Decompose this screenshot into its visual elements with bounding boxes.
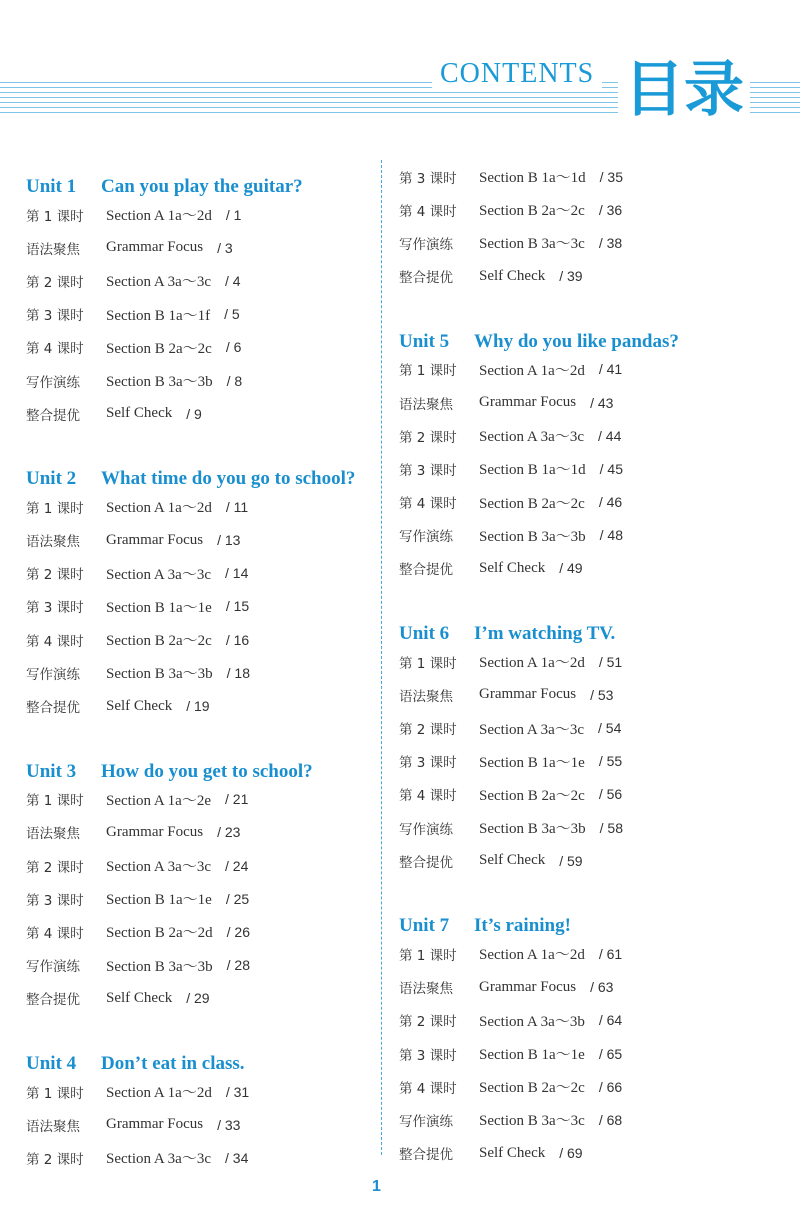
unit-title: What time do you go to school? (101, 468, 356, 490)
toc-entry[interactable] (399, 1070, 769, 1103)
unit-title: I’m watching TV. (474, 623, 616, 645)
contents-title-cn: 目录 (618, 55, 750, 125)
page-ref: / 16 (225, 631, 250, 648)
section-name: Self Check (106, 405, 173, 422)
section-name: Grammar Focus (106, 1116, 204, 1133)
lesson-label: 整合提优 (399, 854, 453, 871)
lesson-label: 第 2 课时 (26, 1151, 84, 1168)
lesson-label: 第 1 课时 (26, 208, 84, 225)
section-name: Section B 1a～1e (479, 1047, 585, 1064)
toc-entry[interactable] (399, 552, 769, 585)
toc-entry[interactable] (26, 689, 366, 722)
page-ref: / 4 (225, 272, 241, 289)
section-name: Section B 3a～3b (106, 374, 213, 391)
toc-entry[interactable] (399, 711, 769, 744)
toc-entry[interactable] (26, 264, 366, 297)
page-ref: / 26 (226, 923, 251, 940)
section-name: Section B 3a～3b (106, 958, 213, 975)
lesson-label: 写作演练 (399, 236, 453, 253)
page-ref: / 35 (599, 168, 624, 185)
section-name: Section B 1a～1d (479, 462, 586, 479)
section-name: Section A 3a～3c (106, 859, 211, 876)
toc-entry[interactable] (399, 844, 769, 877)
page-ref: / 24 (225, 857, 249, 874)
toc-entry[interactable] (399, 937, 769, 970)
lesson-label: 语法聚焦 (399, 981, 453, 998)
toc-entry[interactable] (26, 949, 366, 982)
lesson-label: 第 4 课时 (399, 1080, 457, 1097)
unit-title: Why do you like pandas? (474, 330, 679, 352)
section-name: Section B 1a～1e (479, 754, 585, 771)
unit-heading[interactable] (399, 315, 769, 353)
page-ref: / 25 (225, 890, 250, 907)
section-name: Section A 1a～2d (106, 1085, 212, 1102)
page-ref: / 6 (225, 339, 242, 356)
toc-entry[interactable] (26, 915, 366, 948)
section-name: Section B 2a～2c (479, 1080, 585, 1097)
lesson-label: 第 2 课时 (399, 1014, 457, 1031)
page-ref: / 58 (599, 819, 624, 836)
section-name: Section A 1a～2d (479, 947, 585, 964)
page-ref: / 19 (186, 698, 210, 715)
toc-entry[interactable] (26, 490, 366, 523)
toc-entry[interactable] (26, 783, 366, 816)
toc-entry[interactable] (26, 982, 366, 1015)
section-name: Section B 1a～1e (106, 892, 212, 909)
lesson-label: 语法聚焦 (26, 241, 80, 258)
lesson-label: 语法聚焦 (399, 688, 453, 705)
continued-unit-4 (399, 160, 769, 293)
page-ref: / 65 (598, 1045, 623, 1062)
toc-entry[interactable] (399, 811, 769, 844)
page-ref: / 66 (598, 1078, 623, 1095)
toc-entry[interactable] (26, 557, 366, 590)
page-ref: / 33 (217, 1116, 241, 1133)
lesson-label: 第 1 课时 (26, 793, 84, 810)
section-name: Grammar Focus (479, 686, 577, 703)
toc-entry[interactable] (399, 486, 769, 519)
page-ref: / 38 (598, 234, 623, 251)
toc-entry[interactable] (399, 353, 769, 386)
lesson-label: 写作演练 (26, 374, 80, 391)
section-name: Section B 1a～1d (479, 170, 586, 187)
page-ref: / 51 (598, 653, 623, 670)
page-ref: / 48 (599, 527, 624, 544)
section-name: Self Check (479, 852, 546, 869)
lesson-label: 写作演练 (26, 666, 80, 683)
toc-entry[interactable] (26, 882, 366, 915)
page-ref: / 59 (559, 852, 583, 869)
section-name: Grammar Focus (479, 394, 577, 411)
section-name: Section A 1a～2d (479, 362, 585, 379)
toc-entry[interactable] (26, 1108, 366, 1141)
toc-entry[interactable] (399, 260, 769, 293)
page-ref: / 29 (186, 990, 210, 1007)
toc-entry[interactable] (399, 386, 769, 419)
page-ref: / 5 (224, 306, 240, 323)
page-ref: / 36 (598, 201, 623, 218)
lesson-label: 语法聚焦 (26, 826, 80, 843)
left-column (26, 160, 366, 1175)
toc-entry[interactable] (399, 745, 769, 778)
page-ref: / 54 (598, 720, 622, 737)
toc-entry[interactable] (399, 1004, 769, 1037)
section-name: Section B 2a～2c (479, 495, 585, 512)
unit-heading[interactable] (26, 1037, 366, 1075)
unit-title: How do you get to school? (101, 760, 313, 782)
page-ref: / 34 (225, 1149, 249, 1166)
section-name: Section A 3a～3c (479, 721, 584, 738)
lesson-label: 第 4 课时 (399, 496, 457, 513)
toc-entry[interactable] (26, 623, 366, 656)
section-name: Self Check (479, 267, 546, 284)
section-name: Section A 3a～3c (106, 566, 211, 583)
unit-heading[interactable] (26, 160, 366, 198)
unit-number: Unit 5 (399, 330, 450, 352)
toc-entry[interactable] (26, 298, 366, 331)
page-ref: / 69 (559, 1145, 583, 1162)
lesson-label: 第 2 课时 (399, 722, 457, 739)
lesson-label: 第 3 课时 (399, 170, 457, 187)
toc-entry[interactable] (26, 231, 366, 264)
toc-entry[interactable] (26, 816, 366, 849)
toc-entry[interactable] (399, 419, 769, 452)
section-name: Section B 2a～2c (479, 203, 585, 220)
toc-entry[interactable] (26, 849, 366, 882)
unit-title: It’s raining! (474, 915, 571, 937)
page-ref: / 11 (225, 498, 249, 515)
page-ref: / 9 (186, 405, 202, 422)
section-name: Section A 1a～2d (106, 208, 212, 225)
lesson-label: 第 2 课时 (26, 274, 84, 291)
unit-number: Unit 3 (26, 760, 77, 782)
toc-entry[interactable] (399, 160, 769, 193)
page-ref: / 44 (598, 427, 622, 444)
section-name: Section A 3a～3c (106, 1151, 211, 1168)
toc-entry[interactable] (26, 198, 366, 231)
toc-entry[interactable] (26, 656, 366, 689)
lesson-label: 第 4 课时 (26, 341, 84, 358)
toc-entry[interactable] (399, 193, 769, 226)
page-ref: / 43 (590, 394, 614, 411)
lesson-label: 第 3 课时 (26, 600, 84, 617)
toc-entry[interactable] (26, 1075, 366, 1108)
section-name: Section B 1a～1e (106, 599, 212, 616)
page-ref: / 14 (225, 565, 249, 582)
column-divider (381, 160, 382, 1155)
section-name: Section B 3a～3b (479, 821, 586, 838)
page-ref: / 13 (217, 532, 241, 549)
section-name: Grammar Focus (106, 531, 204, 548)
page-ref: / 21 (225, 791, 249, 808)
section-name: Section A 1a～2e (106, 792, 211, 809)
unit-heading[interactable] (26, 452, 366, 490)
lesson-label: 第 1 课时 (399, 363, 457, 380)
lesson-label: 写作演练 (26, 959, 80, 976)
lesson-label: 第 4 课时 (399, 788, 457, 805)
unit-title: Can you play the guitar? (101, 176, 303, 197)
toc-entry[interactable] (399, 452, 769, 485)
section-name: Self Check (106, 989, 173, 1006)
lesson-label: 第 3 课时 (26, 308, 84, 325)
toc-entry[interactable] (399, 1103, 769, 1136)
lesson-label: 第 4 课时 (399, 203, 457, 220)
page-ref: / 15 (225, 598, 250, 615)
section-name: Section A 3a～3c (479, 429, 584, 446)
section-name: Grammar Focus (106, 823, 204, 840)
toc-entry[interactable] (399, 678, 769, 711)
toc-entry[interactable] (26, 524, 366, 557)
toc-entry[interactable] (399, 1037, 769, 1070)
unit-number: Unit 4 (26, 1052, 77, 1074)
lesson-label: 第 3 课时 (399, 1047, 457, 1064)
page-ref: / 63 (590, 979, 614, 996)
section-name: Section B 2a～2c (106, 633, 212, 650)
unit-heading[interactable] (399, 899, 769, 937)
lesson-label: 第 2 课时 (26, 859, 84, 876)
toc-entry[interactable] (399, 971, 769, 1004)
section-name: Section B 3a～3b (479, 528, 586, 545)
page-ref: / 68 (598, 1111, 623, 1128)
page-ref: / 41 (598, 361, 623, 378)
unit-number: Unit 7 (399, 915, 450, 937)
toc-entry[interactable] (26, 397, 366, 430)
toc-entry[interactable] (399, 1137, 769, 1170)
lesson-label: 整合提优 (26, 992, 80, 1009)
section-name: Self Check (479, 559, 546, 576)
lesson-label: 第 1 课时 (399, 655, 457, 672)
section-name: Grammar Focus (106, 239, 204, 256)
page-ref: / 61 (598, 945, 623, 962)
unit-heading[interactable] (26, 745, 366, 783)
section-name: Section B 3a～3c (479, 1113, 585, 1130)
section-name: Section A 1a～2d (106, 500, 212, 517)
lesson-label: 第 3 课时 (399, 755, 457, 772)
page-number: 1 (372, 1178, 381, 1195)
toc-entry[interactable] (399, 519, 769, 552)
section-name: Grammar Focus (479, 978, 577, 995)
lesson-label: 整合提优 (399, 1147, 453, 1164)
page-ref: / 8 (226, 372, 243, 389)
lesson-label: 第 1 课时 (399, 947, 457, 964)
lesson-label: 第 1 课时 (26, 500, 84, 517)
lesson-label: 语法聚焦 (399, 396, 453, 413)
page-ref: / 23 (217, 824, 241, 841)
toc-entry[interactable] (26, 590, 366, 623)
toc-entry[interactable] (399, 226, 769, 259)
lesson-label: 整合提优 (399, 270, 453, 287)
section-name: Self Check (106, 697, 173, 714)
right-column (399, 160, 769, 1170)
lesson-label: 语法聚焦 (26, 534, 80, 551)
lesson-label: 整合提优 (26, 407, 80, 424)
section-name: Section A 3a～3b (479, 1013, 585, 1030)
section-name: Section B 2a～2d (106, 925, 213, 942)
toc-entry[interactable] (26, 331, 366, 364)
section-name: Section B 1a～1f (106, 307, 211, 324)
page-ref: / 3 (217, 239, 233, 256)
section-name: Section B 3a～3c (479, 236, 585, 253)
page-ref: / 49 (559, 560, 583, 577)
page-ref: / 31 (225, 1083, 250, 1100)
lesson-label: 写作演练 (399, 821, 453, 838)
lesson-label: 第 2 课时 (399, 429, 457, 446)
section-name: Section A 3a～3c (106, 274, 211, 291)
lesson-label: 第 1 课时 (26, 1085, 84, 1102)
lesson-label: 写作演练 (399, 529, 453, 546)
lesson-label: 语法聚焦 (26, 1118, 80, 1135)
page-ref: / 56 (598, 786, 623, 803)
lesson-label: 第 4 课时 (26, 925, 84, 942)
lesson-label: 第 2 课时 (26, 567, 84, 584)
section-name: Section B 2a～2c (479, 787, 585, 804)
lesson-label: 第 3 课时 (399, 462, 457, 479)
section-name: Section A 1a～2d (479, 655, 585, 672)
page-ref: / 18 (226, 664, 251, 681)
unit-heading[interactable] (399, 607, 769, 645)
page-ref: / 53 (590, 686, 614, 703)
page-ref: / 39 (559, 268, 583, 285)
toc-entry[interactable] (399, 645, 769, 678)
unit-number: Unit 2 (26, 468, 77, 490)
lesson-label: 写作演练 (399, 1113, 453, 1130)
contents-title-en: CONTENTS (432, 58, 602, 90)
lesson-label: 整合提优 (26, 700, 80, 717)
toc-entry[interactable] (26, 364, 366, 397)
unit-number: Unit 6 (399, 623, 450, 645)
page-ref: / 55 (598, 753, 623, 770)
page-ref: / 28 (226, 957, 251, 974)
section-name: Section B 3a～3b (106, 666, 213, 683)
toc-entry[interactable] (26, 1141, 366, 1174)
page-ref: / 45 (599, 460, 624, 477)
page-ref: / 46 (598, 494, 623, 511)
section-name: Section B 2a～2c (106, 340, 212, 357)
page-ref: / 64 (598, 1012, 623, 1029)
lesson-label: 第 4 课时 (26, 633, 84, 650)
unit-title: Don’t eat in class. (101, 1052, 245, 1074)
lesson-label: 整合提优 (399, 562, 453, 579)
unit-number: Unit 1 (26, 176, 77, 197)
toc-entry[interactable] (399, 778, 769, 811)
section-name: Self Check (479, 1144, 546, 1161)
page-ref: / 1 (225, 206, 242, 223)
lesson-label: 第 3 课时 (26, 892, 84, 909)
